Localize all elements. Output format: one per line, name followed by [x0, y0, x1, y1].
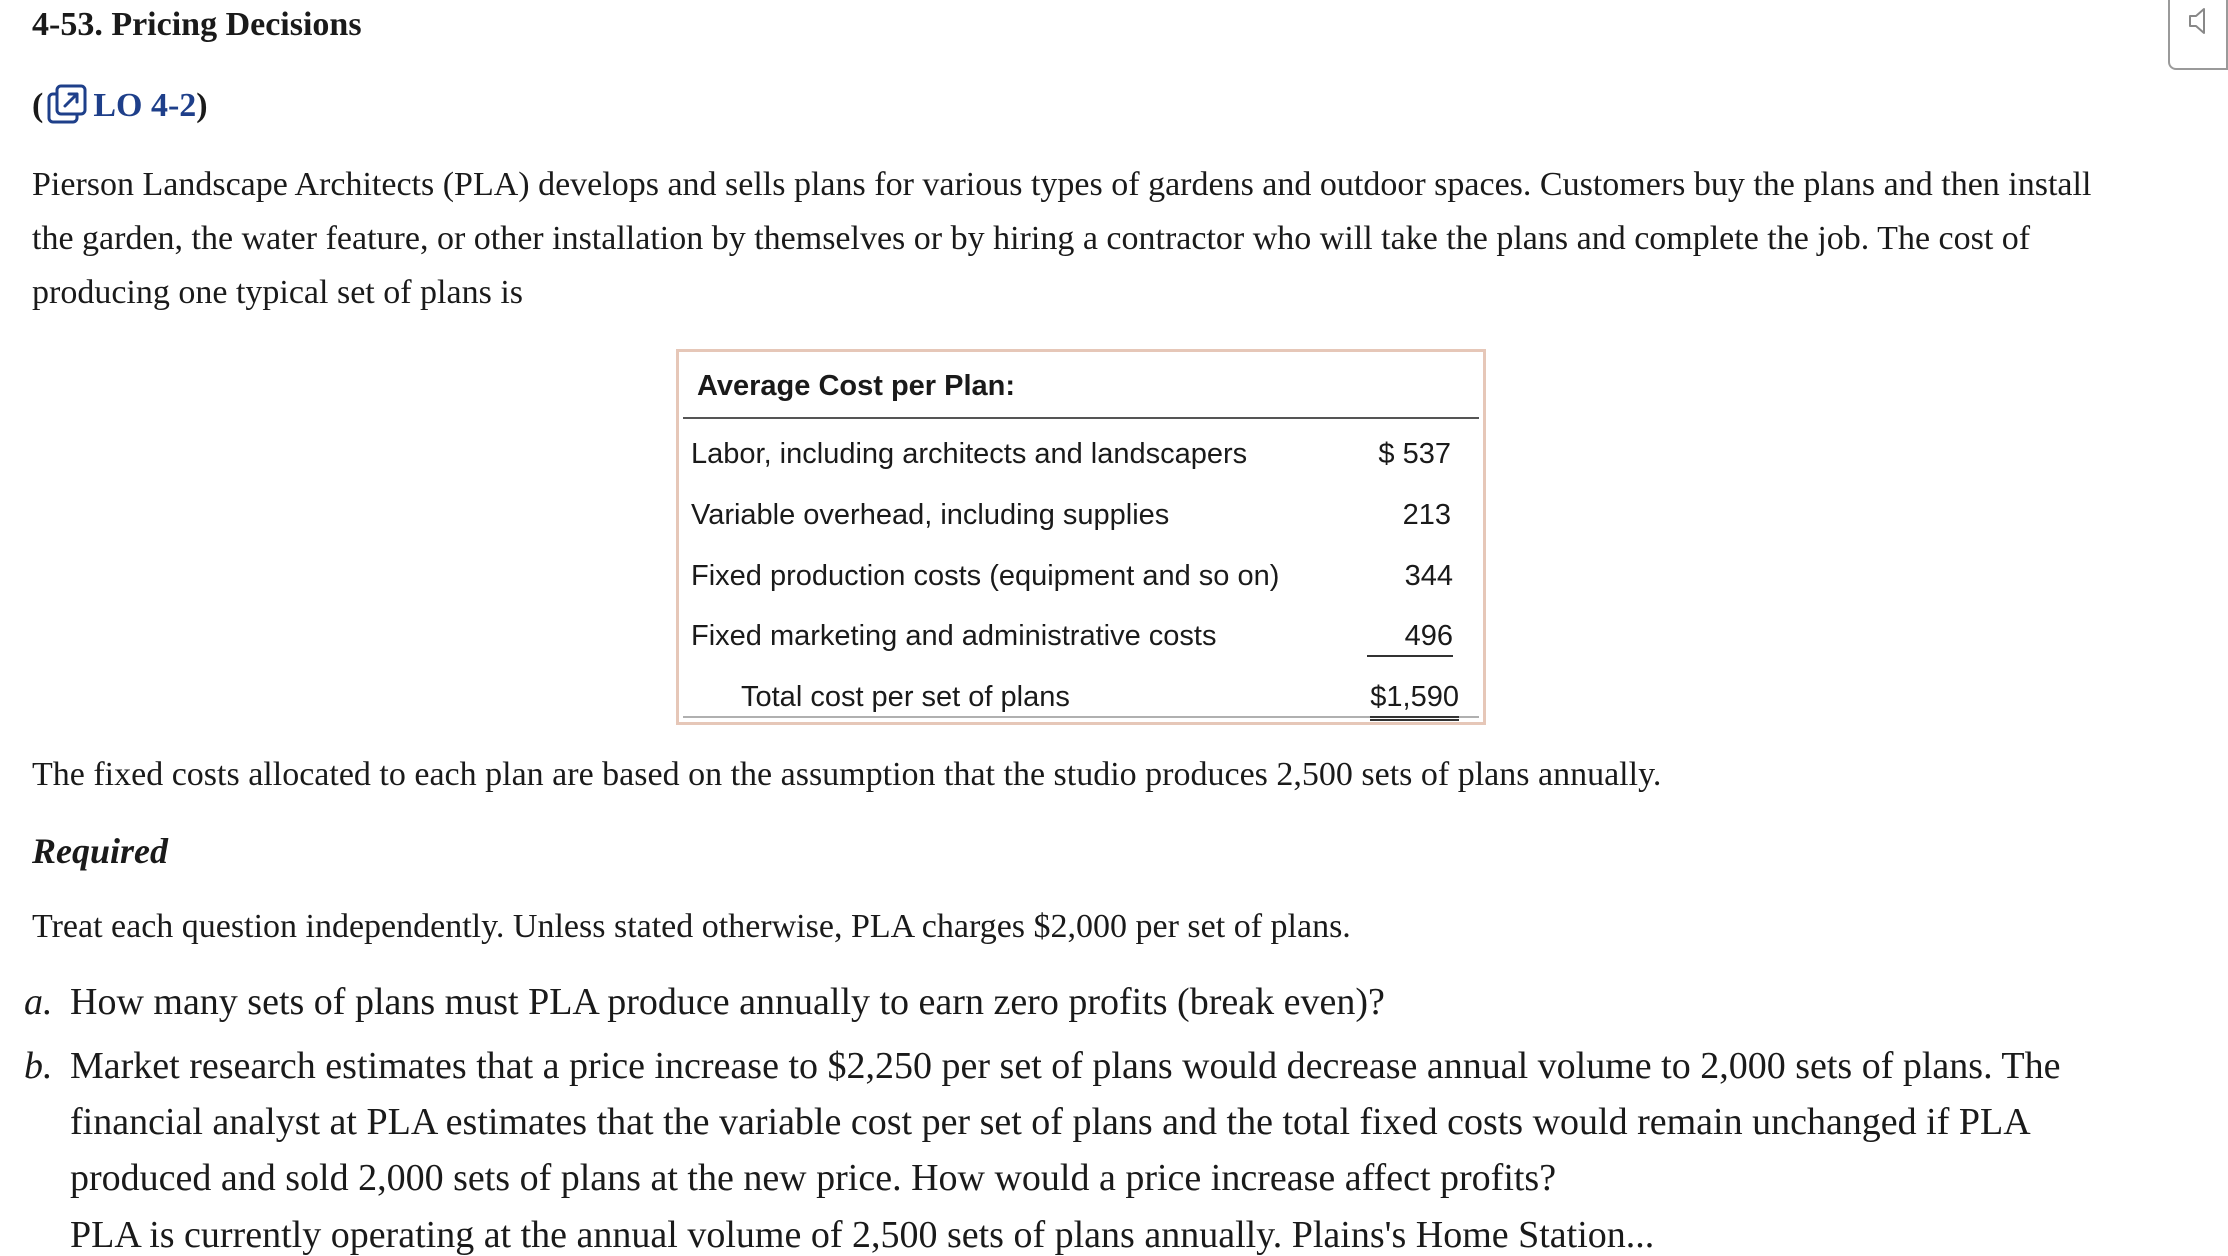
table-row	[691, 620, 1471, 660]
table-title: Average Cost per Plan:	[697, 370, 1016, 402]
instructions-paragraph: Treat each question independently. Unless stated otherwise, PLA charges $2,000 per set of plans.	[32, 908, 1351, 945]
table-total-row	[691, 681, 1471, 721]
cost-table	[676, 349, 1486, 725]
table-row	[691, 438, 1471, 478]
question-text: Market research estimates that a price increase to $2,250 per set of plans would decrease annual volume to 2,000 sets of plans. The financial analyst at PLA estimates that the variable cost per set of plans and the total fixed costs would remain unchanged if PLA produced and sold 2,000 sets of plans at the new price. How would a price increase affect profits?	[70, 1045, 2061, 1199]
table-row	[691, 560, 1471, 600]
side-tab[interactable]	[2168, 0, 2228, 70]
row-label: Fixed production costs (equipment and so on)	[691, 560, 1280, 592]
row-label: Labor, including architects and landscapers	[691, 438, 1248, 470]
lo-close-paren: )	[196, 87, 208, 124]
lo-link[interactable]: LO 4-2	[93, 87, 197, 124]
intro-paragraph: Pierson Landscape Architects (PLA) develops and sells plans for various types of gardens and outdoor spaces. Customers buy the plans and then install the garden, the water feature, or other installation by themselves or by hiring a contractor who will take the plans and complete the job. The cost of producing one typical set of plans is	[32, 166, 2092, 311]
required-heading: Required	[32, 831, 169, 871]
total-label: Total cost per set of plans	[741, 681, 1070, 713]
question-text: How many sets of plans must PLA produce annually to earn zero profits (break even)?	[70, 981, 1385, 1023]
table-title-rule	[683, 417, 1479, 419]
speaker-icon	[2188, 6, 2212, 36]
question-marker: a.	[24, 981, 53, 1023]
row-amount: 496	[1367, 620, 1453, 657]
question-marker: b.	[24, 1045, 53, 1087]
learning-objective	[32, 84, 208, 128]
assumption-paragraph: The fixed costs allocated to each plan are based on the assumption that the studio produces 2,500 sets of plans annually.	[32, 756, 1662, 793]
row-amount: 344	[1404, 560, 1453, 592]
problem-title: 4-53. Pricing Decisions	[32, 6, 362, 43]
row-label: Fixed marketing and administrative costs	[691, 620, 1217, 652]
row-label: Variable overhead, including supplies	[691, 499, 1170, 531]
table-row	[691, 499, 1471, 539]
row-amount: 213	[1402, 499, 1451, 531]
external-link-icon[interactable]	[45, 84, 91, 128]
cutoff-question-text: PLA is currently operating at the annual volume of 2,500 sets of plans annually. Plains's Home Station...	[70, 1214, 1655, 1256]
lo-open-paren: (	[32, 87, 44, 124]
total-amount: $1,590	[1370, 681, 1459, 721]
question-item	[24, 974, 2120, 1030]
question-item	[24, 1038, 2120, 1206]
row-amount: $ 537	[1378, 438, 1451, 470]
